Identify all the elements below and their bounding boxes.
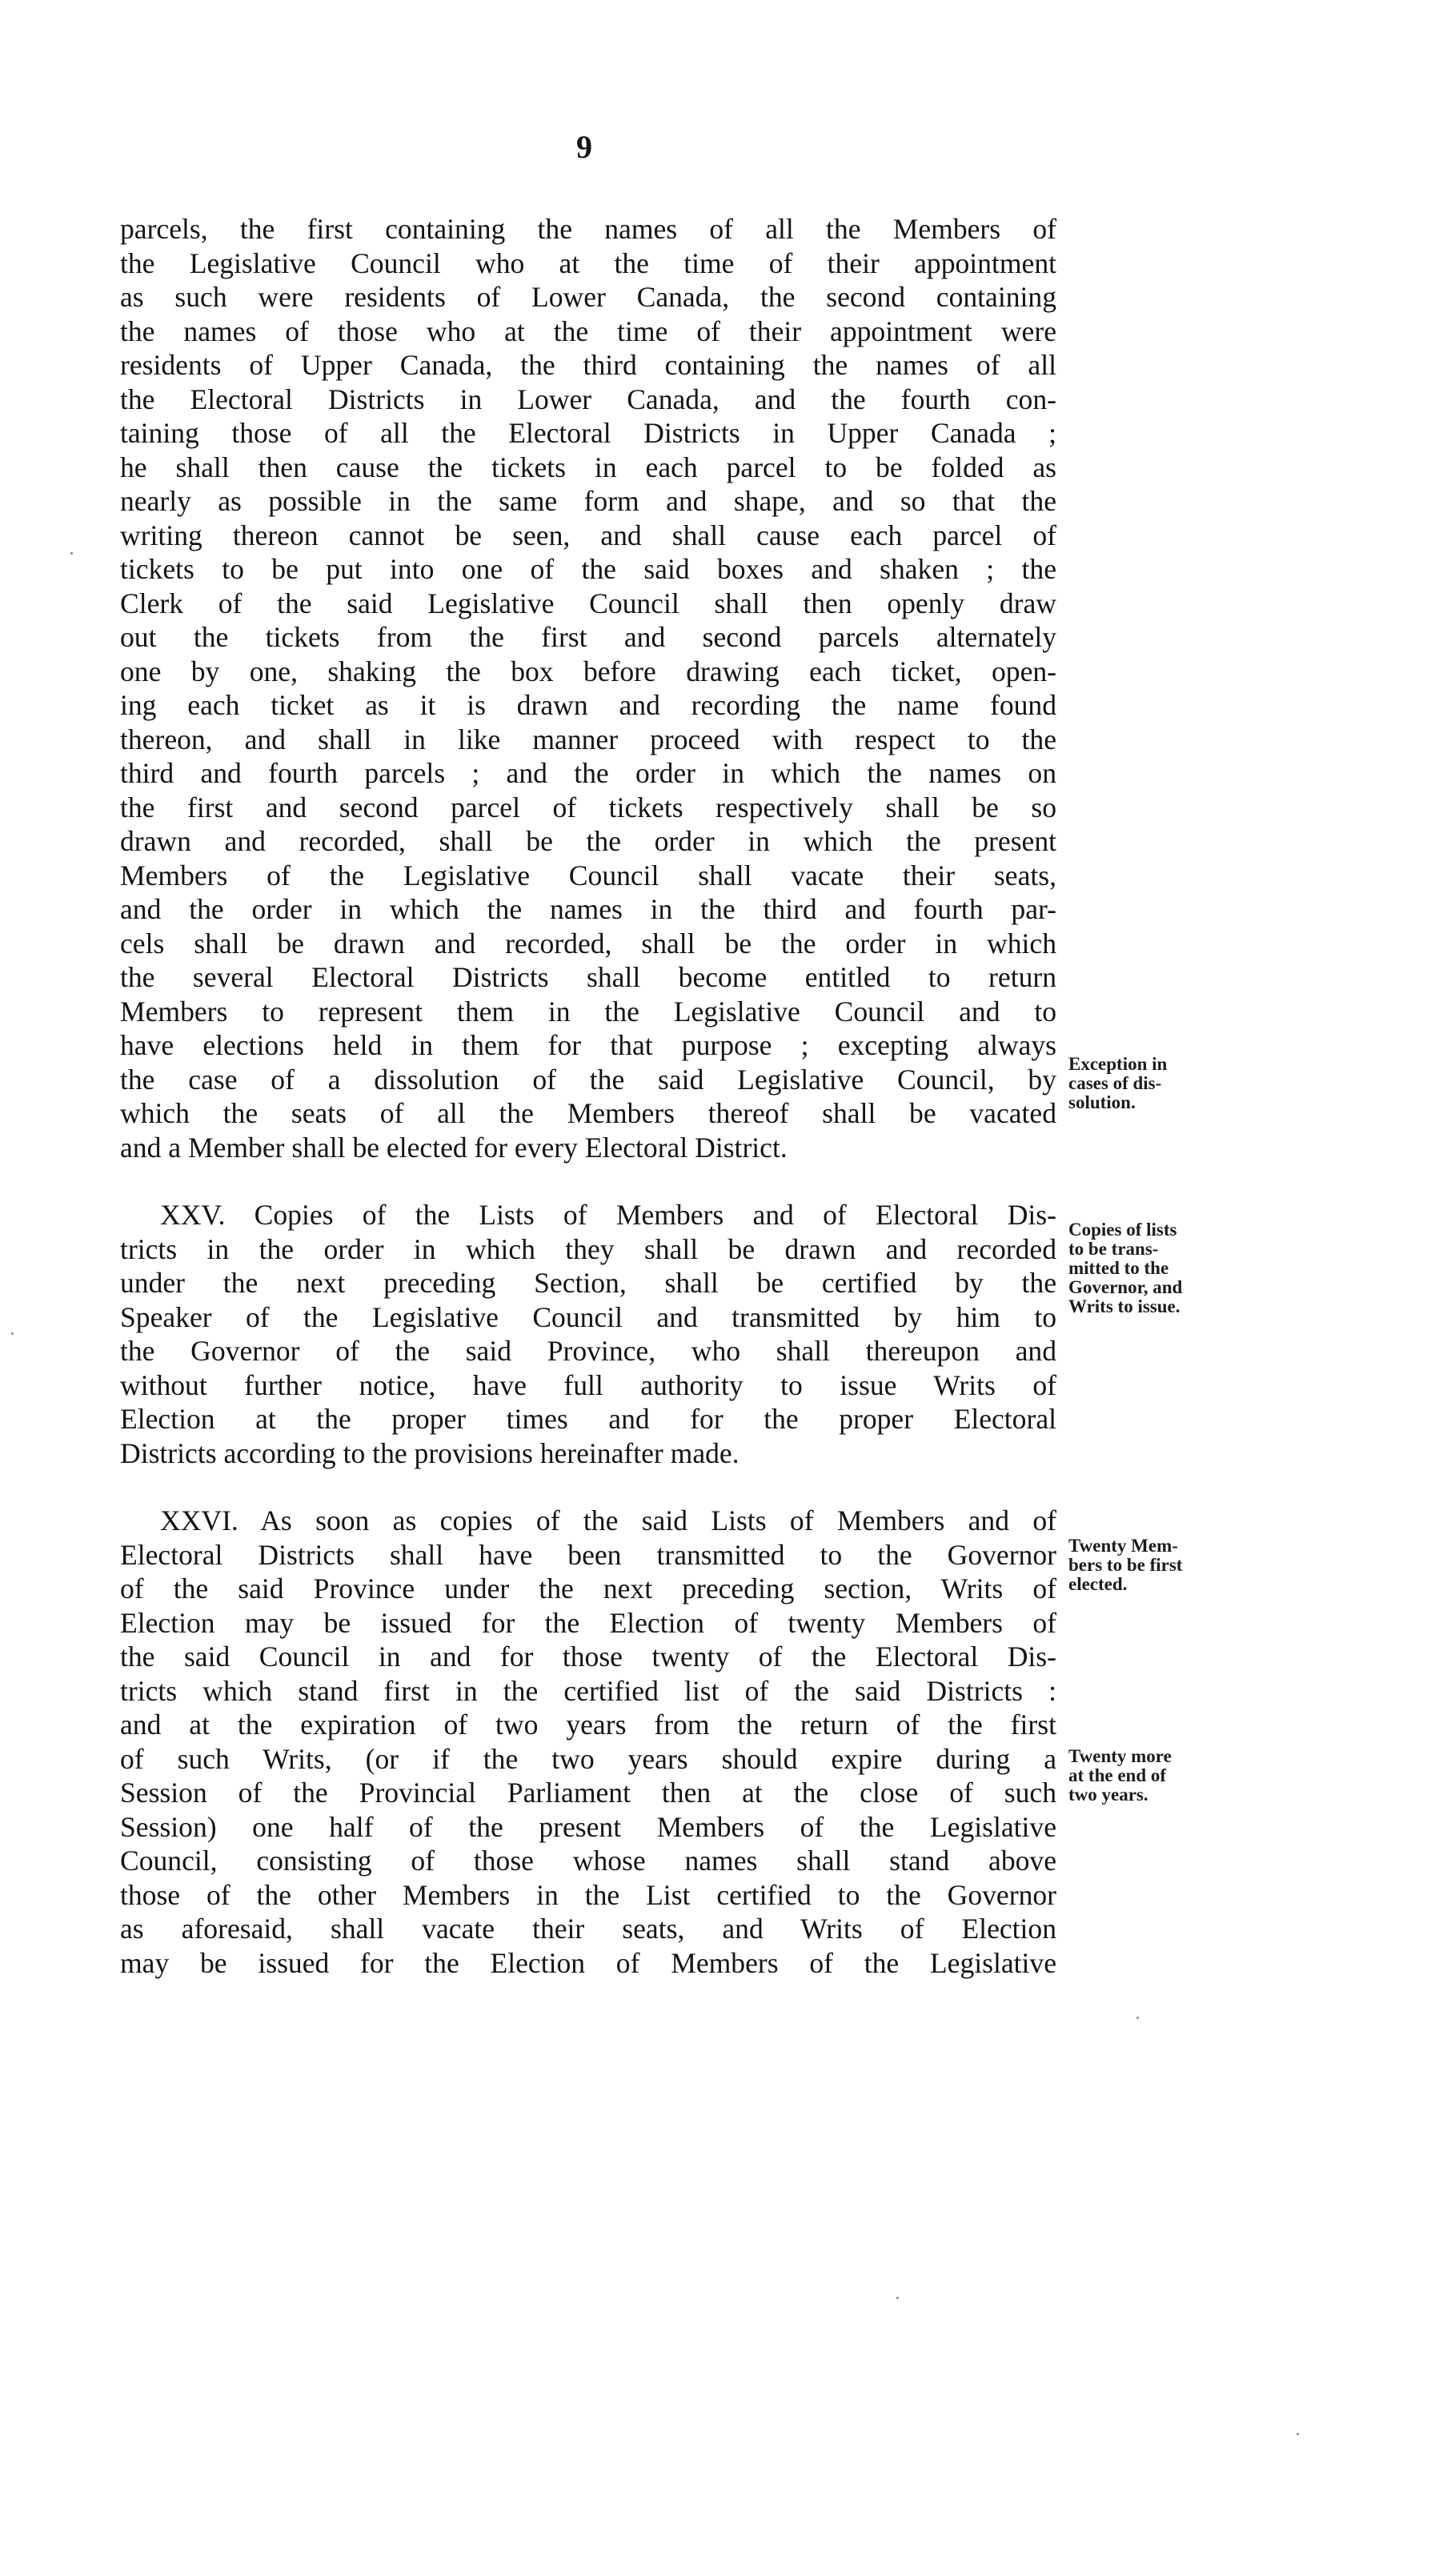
- margin-note-line: mitted to the: [1068, 1258, 1169, 1278]
- text-line: without further notice, have full authority to issue Writs of: [120, 1368, 1056, 1401]
- section-xxv: [120, 1198, 1056, 1470]
- text-line: one by one, shaking the box before drawing each ticket, open-: [120, 655, 1056, 687]
- margin-note-line: bers to be first: [1068, 1555, 1183, 1575]
- text-line: Members to represent them in the Legislative Council and to: [120, 995, 1056, 1028]
- margin-note-line: to be trans-: [1068, 1239, 1159, 1259]
- margin-note-line: solution.: [1068, 1092, 1136, 1112]
- scan-speck: [1136, 2017, 1139, 2019]
- text-line: have elections held in them for that purpose ; excepting always: [120, 1029, 1056, 1061]
- margin-note-line: Twenty Mem-: [1068, 1536, 1178, 1556]
- text-line: cels shall be drawn and recorded, shall be the order in which: [120, 927, 1056, 959]
- text-line: and the order in which the names in the third and fourth par-: [120, 893, 1056, 925]
- page-number: 9: [576, 129, 592, 165]
- margin-note-line: Governor, and: [1068, 1277, 1183, 1297]
- margin-note-copies-of-lists: [1068, 1220, 1253, 1316]
- text-line: tickets to be put into one of the said boxes and shaken ; the: [120, 553, 1056, 585]
- section-gap: [120, 1164, 1056, 1198]
- margin-note-line: Copies of lists: [1068, 1220, 1177, 1240]
- text-line: tricts which stand first in the certified list of the said Districts :: [120, 1674, 1056, 1707]
- text-line: Members of the Legislative Council shall vacate their seats,: [120, 859, 1056, 891]
- margin-note-line: elected.: [1068, 1574, 1128, 1594]
- text-line: Clerk of the said Legislative Council shall then openly draw: [120, 587, 1056, 619]
- scan-speck: [896, 2297, 899, 2299]
- scan-speck: [70, 552, 73, 555]
- text-line: as aforesaid, shall vacate their seats, and Writs of Election: [120, 1913, 1056, 1945]
- text-line: and at the expiration of two years from the return of the first: [120, 1709, 1056, 1741]
- text-line: Session) one half of the present Members of the Legislative: [120, 1810, 1056, 1843]
- section-gap: [120, 1470, 1056, 1504]
- text-line: XXV. Copies of the Lists of Members and of Electoral Dis-: [160, 1199, 1056, 1231]
- text-line: third and fourth parcels ; and the order in which the names on: [120, 757, 1056, 789]
- main-text-column: [120, 212, 1056, 1980]
- margin-note-twenty-members: [1068, 1536, 1253, 1594]
- paragraph-continuation: [120, 212, 1056, 1164]
- text-line: parcels, the first containing the names of all the Members of: [120, 213, 1056, 245]
- text-line: taining those of all the Electoral Districts in Upper Canada ;: [120, 417, 1056, 449]
- text-line: of such Writs, (or if the two years should expire during a: [120, 1742, 1056, 1775]
- margin-note-line: at the end of: [1068, 1765, 1167, 1785]
- text-line: may be issued for the Election of Members of the Legislative: [120, 1946, 1056, 1979]
- text-line: Council, consisting of those whose names shall stand above: [120, 1845, 1056, 1877]
- text-line: the first and second parcel of tickets respectively shall be so: [120, 791, 1056, 823]
- text-line: thereon, and shall in like manner proceed with respect to the: [120, 723, 1056, 755]
- text-line: which the seats of all the Members thereof shall be vacated: [120, 1097, 1056, 1129]
- scan-speck: [1297, 2433, 1299, 2435]
- text-line: Districts according to the provisions hereinafter made.: [120, 1436, 740, 1469]
- text-line: ing each ticket as it is drawn and recording the name found: [120, 689, 1056, 721]
- text-line: XXVI. As soon as copies of the said Lists of Members and of: [160, 1504, 1056, 1536]
- text-line: of the said Province under the next preceding section, Writs of: [120, 1572, 1056, 1604]
- text-line: tricts in the order in which they shall be drawn and recorded: [120, 1232, 1056, 1265]
- margin-note-line: two years.: [1068, 1785, 1148, 1805]
- section-xxvi: [120, 1504, 1056, 1980]
- margin-note-line: Twenty more: [1068, 1746, 1172, 1766]
- text-line: residents of Upper Canada, the third containing the names of all: [120, 349, 1056, 381]
- text-line: drawn and recorded, shall be the order in which the present: [120, 825, 1056, 857]
- margin-note-line: cases of dis-: [1068, 1073, 1162, 1093]
- margin-note-line: Writs to issue.: [1068, 1296, 1180, 1316]
- text-line: out the tickets from the first and second parcels alternately: [120, 621, 1056, 653]
- text-line: and a Member shall be elected for every Electoral District.: [120, 1131, 788, 1164]
- text-line: nearly as possible in the same form and shape, and so that the: [120, 485, 1056, 517]
- text-line: he shall then cause the tickets in each parcel to be folded as: [120, 451, 1056, 483]
- text-line: Session of the Provincial Parliament then at the close of such: [120, 1777, 1056, 1809]
- text-line: the Governor of the said Province, who shall thereupon and: [120, 1335, 1056, 1367]
- text-line: the Electoral Districts in Lower Canada, and the fourth con-: [120, 383, 1056, 415]
- text-line: the several Electoral Districts shall become entitled to return: [120, 961, 1056, 993]
- margin-note-twenty-more: [1068, 1747, 1253, 1805]
- margin-note-line: Exception in: [1068, 1054, 1168, 1074]
- text-line: the case of a dissolution of the said Legislative Council, by: [120, 1063, 1056, 1096]
- text-line: Speaker of the Legislative Council and transmitted by him to: [120, 1300, 1056, 1333]
- text-line: Election may be issued for the Election of twenty Members of: [120, 1606, 1056, 1639]
- text-line: those of the other Members in the List certified to the Governor: [120, 1878, 1056, 1911]
- margin-note-exception: [1068, 1055, 1253, 1112]
- scan-speck: [11, 1332, 14, 1335]
- text-line: the Legislative Council who at the time of their appointment: [120, 246, 1056, 279]
- text-line: Election at the proper times and for the proper Electoral: [120, 1403, 1056, 1435]
- text-line: as such were residents of Lower Canada, the second containing: [120, 281, 1056, 313]
- text-line: the names of those who at the time of their appointment were: [120, 314, 1056, 347]
- text-line: writing thereon cannot be seen, and shall cause each parcel of: [120, 519, 1056, 551]
- text-line: the said Council in and for those twenty of the Electoral Dis-: [120, 1641, 1056, 1673]
- text-line: under the next preceding Section, shall be certified by the: [120, 1267, 1056, 1299]
- text-line: Electoral Districts shall have been transmitted to the Governor: [120, 1538, 1056, 1571]
